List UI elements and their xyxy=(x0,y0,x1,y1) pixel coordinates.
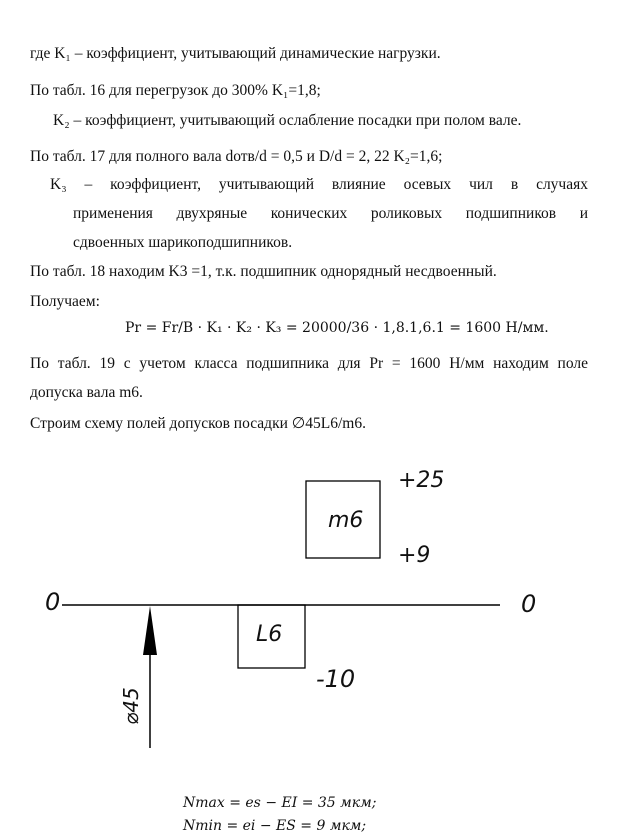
hole-field-label: L6 xyxy=(256,622,283,647)
text-line: Строим схему полей допусков посадки ∅45L6/m6. xyxy=(30,415,366,432)
shaft-lower-deviation: +9 xyxy=(398,543,431,568)
zero-label-right: 0 xyxy=(521,590,537,618)
text-line: K₂ – коэффициент, учитывающий ослабление посадки при полом вале. xyxy=(53,112,522,129)
hole-lower-deviation: -10 xyxy=(316,665,356,693)
text-line: По табл. 19 с учетом класса подшипника для Pr = 1600 Н/мм находим поле xyxy=(30,355,588,372)
text-line: K₃ – коэффициент, учитывающий влияние осевых чил в случаях xyxy=(50,176,588,193)
text-line: применения двухряные конических роликовых подшипников и xyxy=(73,205,588,222)
text-line: допуска вала m6. xyxy=(30,384,143,401)
text-line: Получаем: xyxy=(30,293,100,310)
text-line: сдвоенных шарикоподшипников. xyxy=(73,234,293,251)
nmax-formula: Nmax = es − EI = 35 мкм; xyxy=(183,795,377,811)
nmin-formula: Nmin = ei − ES = 9 мкм; xyxy=(183,818,367,834)
text-line: где K₁ – коэффициент, учитывающий динамические нагрузки. xyxy=(30,45,441,62)
formula: Pr = Fr/B · K₁ · K₂ · K₃ = 20000/36 · 1,8.1,6.1 = 1600 Н/мм. xyxy=(125,320,549,336)
arrow-up-icon xyxy=(143,606,157,655)
text-line: По табл. 16 для перегрузок до 300% K₁=1,8; xyxy=(30,82,321,99)
shaft-field-label: m6 xyxy=(328,508,364,533)
shaft-upper-deviation: +25 xyxy=(398,468,445,493)
text-line: По табл. 17 для полного вала dотв/d = 0,5 и D/d = 2, 22 K₂=1,6; xyxy=(30,148,443,165)
zero-label-left: 0 xyxy=(45,588,61,616)
diameter-label: ⌀45 xyxy=(118,687,143,725)
text-line: По табл. 18 находим K3 =1, т.к. подшипник однорядный несдвоенный. xyxy=(30,263,497,280)
